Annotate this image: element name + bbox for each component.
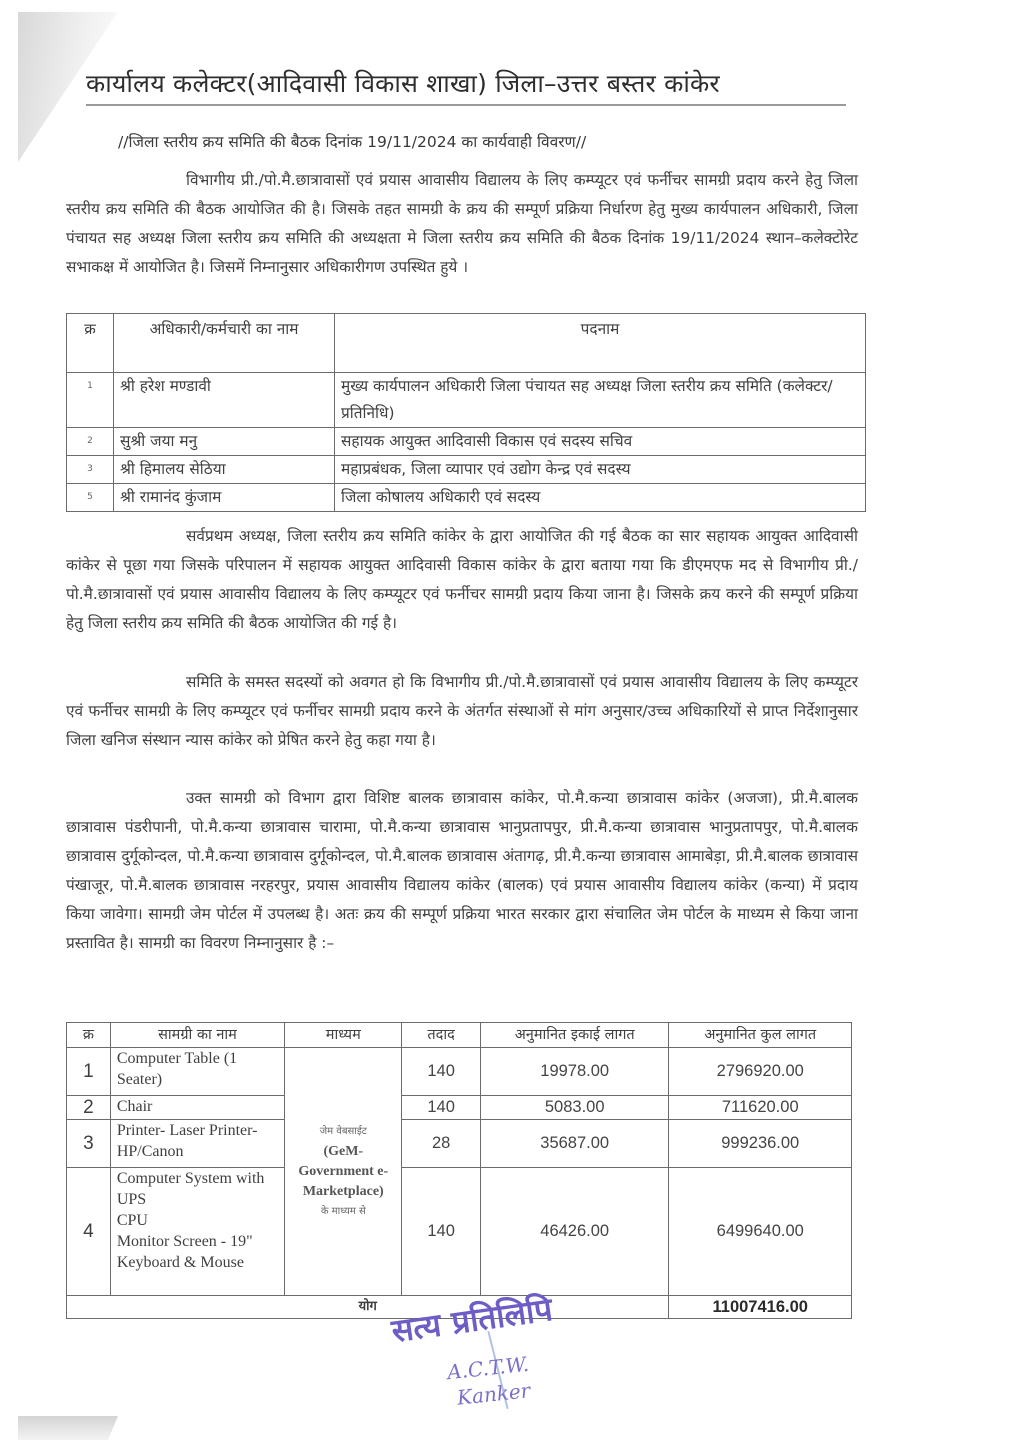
paragraph-intro: विभागीय प्री./पो.मै.छात्रावासों एवं प्रयास आवासीय विद्यालय के लिए कम्प्यूटर एवं फर्नीचर सामग्री प्रदाय करने हेतु जिला स्तरीय क्रय समिति की बैठक आयोजित की है। जिसके तहत सामग्री के क्रय की सम्पूर्ण प्रक्रिया निर्धारण हेतु मुख्य कार्यपालन अधिकारी, जिला पंचायत सह अध्यक्ष जिला स्तरीय क्रय समिति की अध्यक्षता मे जिला स्तरीय क्रय समिति की बैठक दिनांक 19/11/2024 स्थान–कलेक्टोरेट सभाकक्ष में आयोजित है। जिसमें निम्नानुसार अधिकारीगण उपस्थित हुये । [66,171,858,276]
row-serial: 2 [67,428,114,456]
row-designation: मुख्य कार्यपालन अधिकारी जिला पंचायत सह अध्यक्ष जिला स्तरीय क्रय समिति (कलेक्टर/ प्रतिनिधि) [335,373,866,428]
row-item-name: Computer Table (1 Seater) [110,1048,284,1096]
table-row [67,373,866,428]
row-total-cost: 711620.00 [669,1096,852,1120]
item-line: CPU [116,1212,148,1229]
row-total-cost: 6499640.00 [669,1168,852,1296]
row-designation: सहायक आयुक्त आदिवासी विकास एवं सदस्य सचिव [335,428,866,456]
true-copy-stamp [385,1290,625,1430]
header-medium: माध्यम [285,1023,402,1048]
row-unit-cost: 46426.00 [480,1168,669,1296]
row-serial: 5 [67,484,114,512]
header-quantity: तदाद [402,1023,481,1048]
row-total-cost: 999236.00 [669,1120,852,1168]
row-name: श्री हिमालय सेठिया [114,456,335,484]
paragraph-summary: सर्वप्रथम अध्यक्ष, जिला स्तरीय क्रय समिति कांकेर के द्वारा आयोजित की गई बैठक का सार सहायक आयुक्त आदिवासी कांकेर से पूछा गया जिसके परिपालन में सहायक आयुक्त आदिवासी विकास कांकेर के द्वारा बताया गया कि डीएमएफ मद से विभागीय प्री./पो.मै.छात्रावासों एवं प्रयास आवासीय विद्यालय के लिए कम्प्यूटर एवं फर्नीचर सामग्री प्रदाय किया जाना है। जिसके क्रय करने की सम्पूर्ण प्रक्रिया हेतु जिला स्तरीय क्रय समिति की बैठक आयोजित की गई है। [66,527,858,632]
table-row [67,1168,852,1296]
office-heading: कार्यालय कलेक्टर(आदिवासी विकास शाखा) जिला–उत्तर बस्तर कांकेर [86,66,846,106]
table-row [67,1048,852,1096]
row-name: सुश्री जया मनु [114,428,335,456]
row-quantity: 140 [402,1168,481,1296]
medium-hindi-label: जेम वेबसाईट [319,1125,367,1137]
row-quantity: 140 [402,1096,481,1120]
table-row [67,1120,852,1168]
row-name: श्री हरेश मण्डावी [114,373,335,428]
header-item-name: सामग्री का नाम [110,1023,284,1048]
row-quantity: 140 [402,1048,481,1096]
meeting-subheading: //जिला स्तरीय क्रय समिति की बैठक दिनांक 19/11/2024 का कार्यवाही विवरण// [118,133,587,151]
row-serial: 3 [67,1120,111,1168]
row-unit-cost: 35687.00 [480,1120,669,1168]
medium-gem-label: (GeM-Government e-Marketplace) [298,1143,389,1199]
header-designation: पदनाम [335,314,866,373]
row-serial: 1 [67,1048,111,1096]
row-unit-cost: 19978.00 [480,1048,669,1096]
header-serial: क्र [67,314,114,373]
row-unit-cost: 5083.00 [480,1096,669,1120]
row-item-name [110,1168,284,1296]
table-row [67,484,866,512]
header-name: अधिकारी/कर्मचारी का नाम [114,314,335,373]
paragraph-committee: समिति के समस्त सदस्यों को अवगत हो कि विभागीय प्री./पो.मै.छात्रावासों एवं प्रयास आवासीय विद्यालय के लिए कम्प्यूटर एवं फर्नीचर सामग्री के लिए कम्प्यूटर एवं फर्नीचर सामग्री प्रदाय करने के अंतर्गत संस्थाओं से मांग अनुसार/उच्च अधिकारियों से प्राप्त निर्देशानुसार जिला खनिज संस्थान न्यास कांकेर को प्रेषित करने हेतु कहा गया है। [66,673,858,749]
row-designation: जिला कोषालय अधिकारी एवं सदस्य [335,484,866,512]
row-serial: 2 [67,1096,111,1120]
row-quantity: 28 [402,1120,481,1168]
row-serial: 3 [67,456,114,484]
officials-table-header [67,314,866,373]
row-total-cost: 2796920.00 [669,1048,852,1096]
header-unit-cost: अनुमानित इकाई लागत [480,1023,669,1048]
row-item-name: Printer- Laser Printer-HP/Canon [110,1120,284,1168]
officials-table [66,313,866,512]
paragraph-hostels: उक्त सामग्री को विभाग द्वारा विशिष्ट बालक छात्रावास कांकेर, पो.मै.कन्या छात्रावास कांकेर (अजजा), प्री.मै.बालक छात्रावास पंडरीपानी, पो.मै.कन्या छात्रावास चारामा, पो.मै.कन्या छात्रावास भानुप्रतापपुर, प्री.मै.कन्या छात्रावास भानुप्रतापपुर, पो.मै.बालक छात्रावास दुर्गूकोन्दल, पो.मै.कन्या छात्रावास दुर्गूकोन्दल, पो.मै.बालक छात्रावास अंतागढ़, प्री.मै.कन्या छात्रावास आमाबेड़ा, प्री.मै.बालक छात्रावास पंखाजूर, पो.मै.बालक छात्रावास नरहरपुर, प्रयास आवासीय विद्यालय कांकेर (बालक) एवं प्रयास आवासीय विद्यालय कांकेर (कन्या) में प्रदाय किया जावेगा। सामग्री जेम पोर्टल में उपलब्ध है। अतः क्रय की सम्पूर्ण प्रक्रिया भारत सरकार द्वारा संचालित जेम पोर्टल के माध्यम से किया जाना प्रस्तावित है। सामग्री का विवरण निम्नानुसार है :– [66,789,858,952]
header-serial: क्र [67,1023,111,1048]
table-row [67,1096,852,1120]
stamp-place-text: Kanker [455,1378,532,1410]
table-row [67,456,866,484]
item-line: Computer System with UPS [116,1170,265,1208]
page-fold-shadow-bottom [18,1416,118,1440]
total-label: योग [67,1296,669,1319]
row-item-name: Chair [110,1096,284,1120]
total-value: 11007416.00 [669,1296,852,1319]
items-table [66,1022,852,1319]
row-serial: 1 [67,373,114,428]
row-serial: 4 [67,1168,111,1296]
table-row [67,428,866,456]
item-line: Keyboard & Mouse [116,1254,244,1271]
header-total-cost: अनुमानित कुल लागत [669,1023,852,1048]
stamp-true-copy-text: सत्य प्रतिलिपि [389,1289,555,1351]
item-line: Monitor Screen - 19" [116,1233,253,1250]
row-name: श्री रामानंद कुंजाम [114,484,335,512]
stamp-office-text: A.C.T.W. [445,1351,530,1385]
row-designation: महाप्रबंधक, जिला व्यापार एवं उद्योग केन्द्र एवं सदस्य [335,456,866,484]
medium-through-label: के माध्यम से [320,1205,366,1217]
items-table-header [67,1023,852,1048]
medium-cell [285,1048,402,1296]
